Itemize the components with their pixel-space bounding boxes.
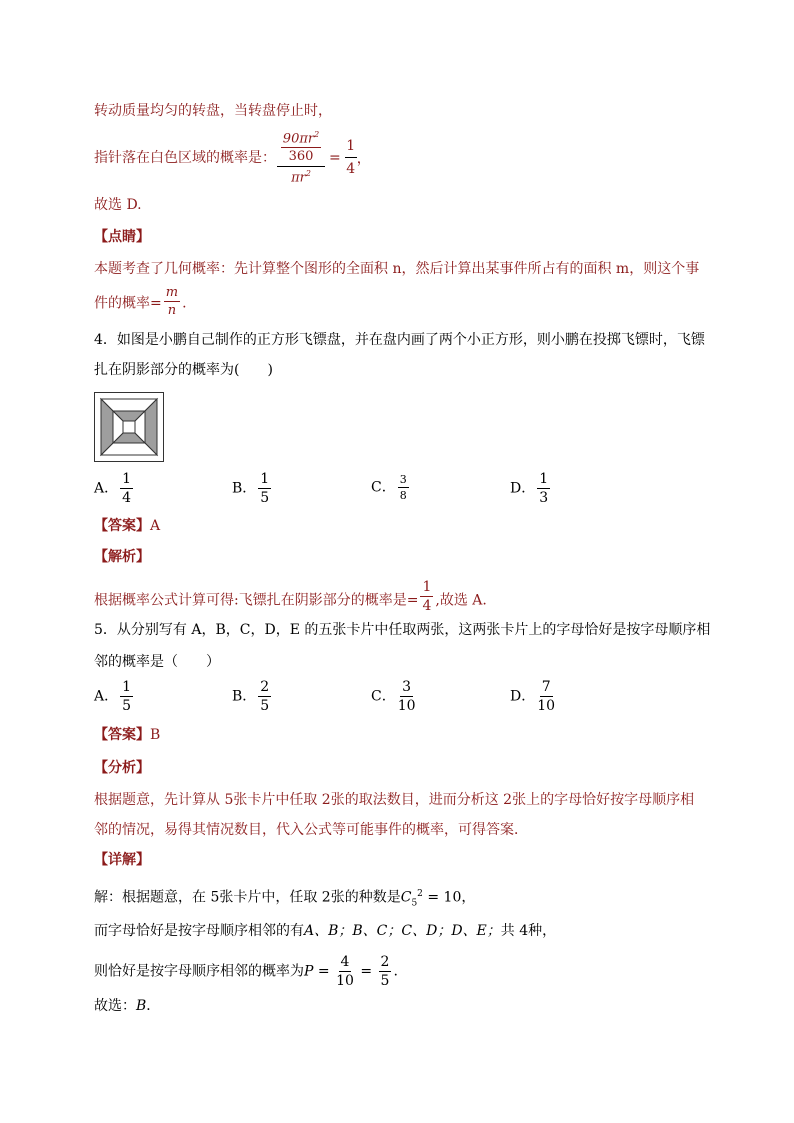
question-text: 5．从分别写有 A，B，C，D，E 的五张卡片中任取两张，这两张卡片上的字母恰好是按字母顺序相 bbox=[94, 622, 711, 638]
text-line: 解：根据题意，在 5张卡片中，任取 2张的种数是$C_5^2 = 10$， bbox=[94, 889, 476, 909]
section-heading: 【解析】 bbox=[94, 549, 150, 565]
option-d[interactable]: D． $\frac{7}{10}$ bbox=[510, 679, 556, 714]
option-a[interactable]: A． $\frac{1}{5}$ bbox=[94, 679, 132, 714]
question-text: 邻的概率是（ ） bbox=[94, 654, 220, 670]
option-d[interactable]: D． $\frac{1}{3}$ bbox=[510, 471, 549, 506]
text-line: 根据题意，先计算从 5张卡片中任取 2张的取法数目，进而分析这 2张上的字母恰好按字母顺序相 bbox=[94, 792, 695, 808]
text-line: 则恰好是按字母顺序相邻的概率为P = $\frac{4}{10}$ = $\frac{2}{5}$ . bbox=[94, 954, 398, 989]
text-line: 而字母恰好是按字母顺序相邻的有A、B；B、C；C、D；D、E；共 4种， bbox=[94, 923, 557, 939]
question-text: 4．如图是小鹏自己制作的正方形飞镖盘，并在盘内画了两个小正方形，则小鹏在投掷飞镖时，飞镖 bbox=[94, 332, 705, 348]
option-c[interactable]: C． $\frac{3}{10}$ bbox=[371, 679, 416, 714]
option-c[interactable]: C． $\frac{3}{8}$ bbox=[371, 473, 407, 502]
text-line: 故选 D. bbox=[94, 197, 142, 213]
answer-line: 【答案】A bbox=[94, 518, 161, 534]
text-line: 指针落在白色区域的概率是： bbox=[94, 150, 276, 166]
fraction-expression: $90\pi r^2$ 360 $\pi r^2$ = 1 4 ， bbox=[277, 130, 371, 186]
text-line: 本题考查了几何概率：先计算整个图形的全面积 n，然后计算出某事件所占有的面积 m，则这个事 bbox=[94, 261, 700, 277]
dartboard-figure bbox=[94, 392, 164, 462]
option-a[interactable]: A． $\frac{1}{4}$ bbox=[94, 471, 132, 506]
section-heading: 【详解】 bbox=[94, 852, 150, 868]
section-heading: 【分析】 bbox=[94, 760, 150, 776]
text-line: 根据概率公式计算可得:飞镖扎在阴影部分的概率是= $\frac{1}{4}$ ,故选 A. bbox=[94, 579, 487, 614]
option-b[interactable]: B． $\frac{1}{5}$ bbox=[232, 471, 270, 506]
option-b[interactable]: B． $\frac{2}{5}$ bbox=[232, 679, 270, 714]
question-text: 扎在阴影部分的概率为( ) bbox=[94, 362, 273, 378]
text-line: 件的概率= $\frac{m}{n}$ . bbox=[94, 285, 187, 318]
answer-line: 【答案】B bbox=[94, 727, 161, 743]
text-line: 邻的情况，易得其情况数目，代入公式等可能事件的概率，可得答案． bbox=[94, 822, 528, 838]
text-line: 转动质量均匀的转盘，当转盘停止时， bbox=[94, 103, 332, 119]
text-line: 故选：B． bbox=[94, 998, 161, 1014]
section-heading: 【点睛】 bbox=[94, 229, 150, 245]
